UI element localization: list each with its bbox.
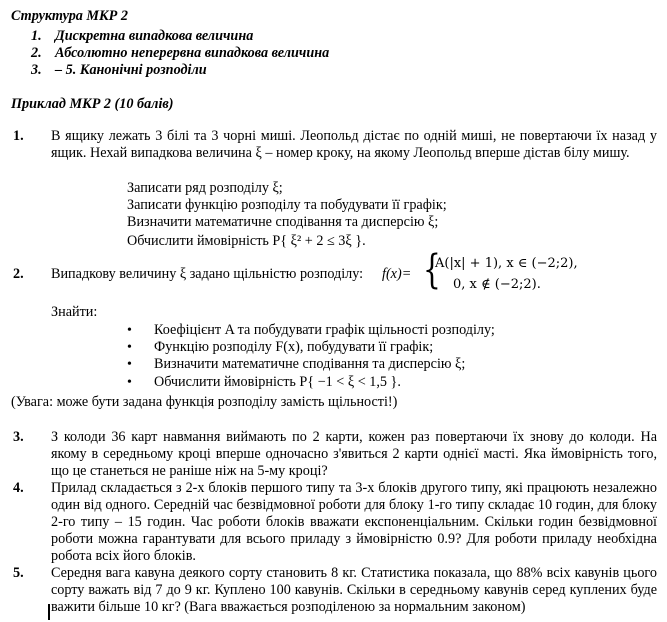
bullet-icon: • (127, 357, 132, 372)
problem-text: З колоди 36 карт навмання виймають по 2 карти, кожен раз повертаючи їх знову до колоди. На якому в середньому кроці вперше одночасно з'явиться 2 карти однієї масті. Яка ймовірність того, що це станеться не раніше ніж на 5-му кроці? (51, 429, 657, 479)
problem-text: Прилад складається з 2-х блоків першого типу та 3-х блоків другого типу, які працюють незалежно один від одного. Середній час безвідмовної роботи для блоку 1-го типу складає 10 годин, для блоку 2-го типу – 15 годин. Час роботи блоків вважати експоненціальним. Скільки годин безвідмовної роботи можна гарантувати для всього приладу з ймовірністю 0.9? Для роботи приладу необхідна робота всіх його блоків. (51, 480, 657, 564)
problem-task: Обчислити ймовірність P{ ξ² + 2 ≤ 3ξ }. (127, 233, 366, 249)
density-case-2: 0, x ∉ (−2;2). (453, 277, 541, 292)
problem-task: Записати ряд розподілу ξ; (127, 180, 283, 196)
list-item-text: Визначити математичне сподівання та дисперсію ξ; (154, 356, 466, 372)
brace-symbol: { (423, 247, 441, 293)
structure-item (31, 45, 329, 62)
problem-number: 5. (13, 565, 24, 581)
problem-task: Визначити математичне сподівання та дисперсію ξ; (127, 214, 439, 230)
bullet-icon: • (127, 323, 132, 338)
problem-text: Середня вага кавуна деякого сорту становить 8 кг. Статистика показала, що 88% всіх кавунів цього сорту важать від 7 до 9 кг. Куплено 100 кавунів. Скільки в середньому кавунів серед куплених буде важити більше 10 кг? (Вага вважається розподіленою за нормальним законом) (51, 565, 657, 615)
problem-number: 2. (13, 266, 24, 282)
density-case-1: A(|x| + 1), x ∈ (−2;2), (435, 256, 578, 271)
list-item-text: Коефіцієнт A та побудувати графік щільності розподілу; (154, 322, 495, 338)
problem-number: 3. (13, 429, 24, 445)
bullet-icon: • (127, 375, 132, 390)
structure-item (31, 28, 253, 45)
text-cursor (48, 604, 50, 620)
problem-task: Записати функцію розподілу та побудувати її графік; (127, 197, 447, 213)
structure-item (31, 62, 207, 79)
problem-number: 4. (13, 480, 24, 496)
example-title: Приклад МКР 2 (10 балів) (11, 96, 174, 112)
structure-item-number: 3. (31, 62, 42, 78)
structure-title: Структура МКР 2 (11, 8, 128, 24)
list-item-text: Функцію розподілу F(x), побудувати її графік; (154, 339, 434, 355)
bullet-icon: • (127, 340, 132, 355)
list-item-text: Обчислити ймовірність P{ −1 < ξ < 1,5 }. (154, 374, 401, 390)
structure-item-text: Абсолютно неперервна випадкова величина (55, 45, 330, 61)
problem-number: 1. (13, 128, 24, 144)
structure-item-number: 1. (31, 28, 42, 44)
problem-note: (Увага: може бути задана функція розподілу замість щільності!) (11, 394, 398, 410)
density-formula-lhs: f(x)= (382, 266, 412, 282)
structure-item-number: 2. (31, 45, 42, 61)
structure-item-text: – 5. Канонічні розподіли (55, 62, 207, 78)
structure-item-text: Дискретна випадкова величина (55, 28, 254, 44)
find-label: Знайти: (51, 304, 98, 320)
problem-text: В ящику лежать 3 білі та 3 чорні миші. Леопольд дістає по одній миші, не повертаючи їх назад у ящик. Нехай випадкова величина ξ – номер кроку, на якому Леопольд вперше дістав білу мишу. (51, 128, 657, 161)
problem-text: Випадкову величину ξ задано щільністю розподілу: (51, 266, 364, 282)
